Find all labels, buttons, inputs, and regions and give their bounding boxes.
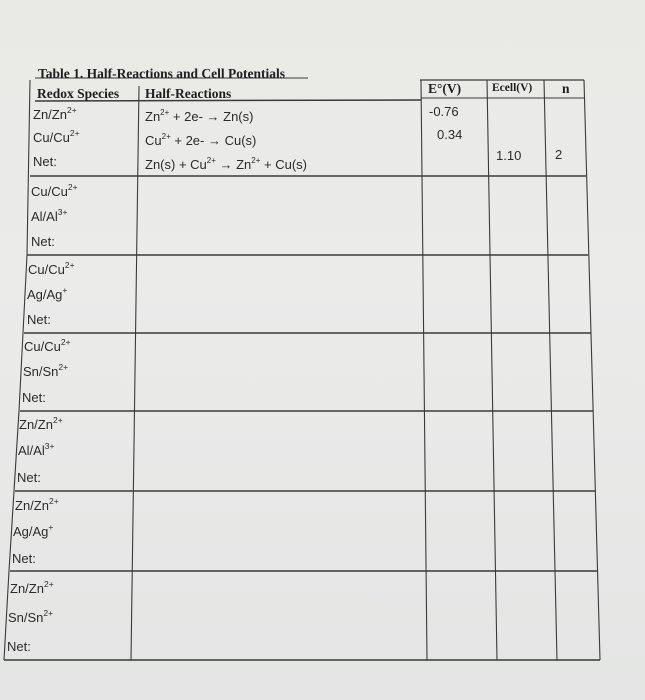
net-label: Net: (31, 234, 55, 249)
species-cell: $Zn/Zn^{2+}$ (10, 579, 54, 596)
species-cell: $Sn/Sn^{2+}$ (8, 608, 54, 625)
species-cell: $Zn/Zn^{2+}$ (19, 415, 63, 432)
species-cell: $Cu/Cu^{2+}$ (33, 128, 80, 145)
species-cell: $Cu/Cu^{2+}$ (28, 260, 75, 277)
header-n: n (562, 81, 570, 96)
n-value: 2 (555, 147, 563, 162)
net-label: Net: (22, 390, 46, 405)
e0-value: 0.34 (437, 127, 463, 142)
net-label: Net: (12, 551, 36, 566)
species-cell: $Zn/Zn^{2+}$ (15, 496, 59, 513)
species-cell: $Zn/Zn^{2+}$ (33, 105, 77, 122)
species-cell: Ag/Ag+ (13, 522, 54, 539)
net-label: Net: (27, 312, 51, 327)
species-cell: $Al/Al^{3+}$ (31, 207, 68, 224)
net-label: Net: (17, 470, 41, 485)
e0-value: -0.76 (429, 104, 459, 119)
species-cell: $Cu/Cu^{2+}$ (31, 182, 78, 199)
header-redox-species: Redox Species (37, 86, 120, 101)
species-cell: $Al/Al^{3+}$ (18, 441, 55, 458)
half-reaction-cell: $Cu^{2+} + 2e- \to Cu(s)$ (145, 132, 257, 148)
ecell-value: 1.10 (496, 148, 522, 163)
header-ecell: Ecell(V) (492, 82, 533, 94)
net-label: Net: (7, 639, 31, 654)
net-reaction-cell: $Zn(s) + Cu^{2+} \to Zn^{2+} + Cu(s)$ (145, 156, 308, 172)
species-cell: $Sn/Sn^{2+}$ (23, 362, 69, 379)
header-half-reactions: Half-Reactions (145, 86, 232, 101)
table-title: Table 1. Half-Reactions and Cell Potentials (38, 66, 286, 81)
species-cell: $Cu/Cu^{2+}$ (24, 337, 71, 354)
half-reaction-cell: $Zn^{2+} + 2e- \to Zn(s)$ (145, 108, 254, 124)
net-label: Net: (33, 154, 57, 169)
header-e0: E°(V) (428, 81, 462, 96)
species-cell: Ag/Ag+ (27, 285, 68, 302)
